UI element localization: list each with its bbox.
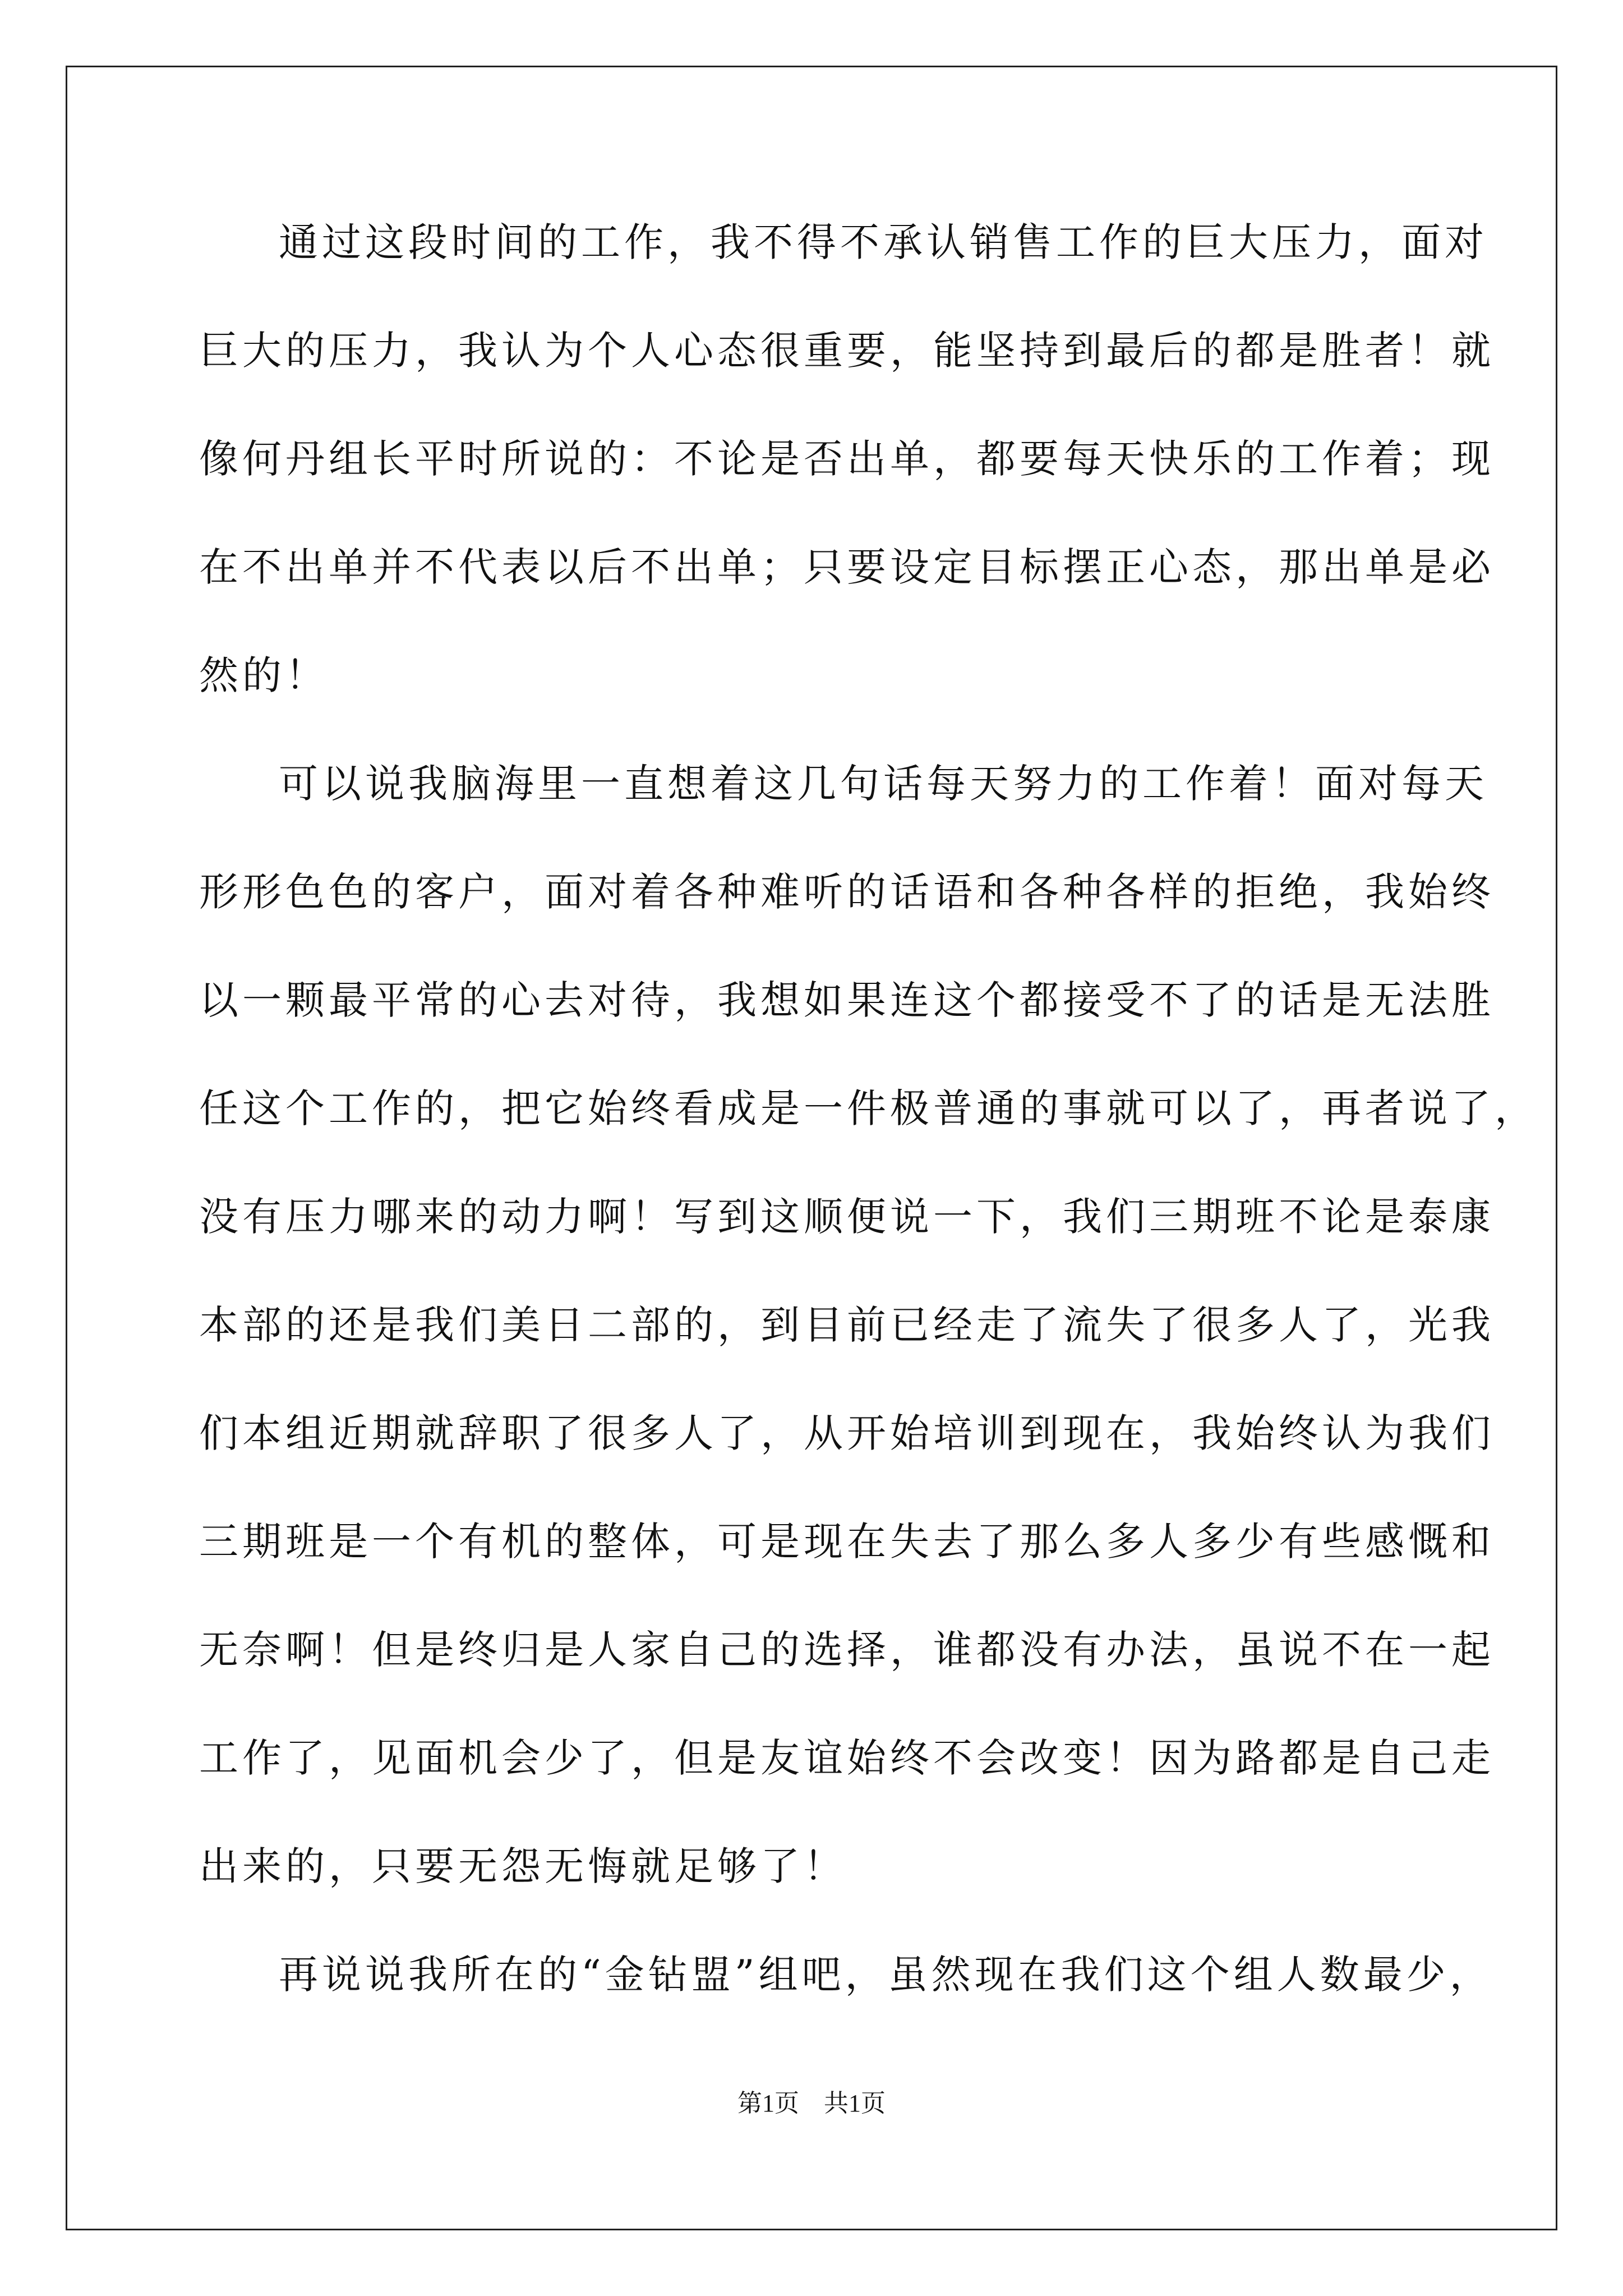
page-border bbox=[66, 66, 1557, 2230]
paragraph-2-line-5: 没有压力哪来的动力啊！写到这顺便说一下，我们三期班不论是泰康 bbox=[199, 1194, 1495, 1240]
paragraph-2-line-4: 任这个工作的，把它始终看成是一件极普通的事就可以了，再者说了， bbox=[199, 1085, 1538, 1131]
paragraph-1-line-2: 巨大的压力，我认为个人心态很重要，能坚持到最后的都是胜者！就 bbox=[199, 328, 1495, 374]
paragraph-1-line-1: 通过这段时间的工作，我不得不承认销售工作的巨大压力，面对 bbox=[279, 219, 1488, 265]
paragraph-1-line-4: 在不出单并不代表以后不出单；只要设定目标摆正心态，那出单是必 bbox=[199, 544, 1495, 590]
paragraph-2-line-9: 无奈啊！但是终归是人家自己的选择，谁都没有办法，虽说不在一起 bbox=[199, 1627, 1495, 1673]
paragraph-1-line-3: 像何丹组长平时所说的：不论是否出单，都要每天快乐的工作着；现 bbox=[199, 436, 1495, 482]
paragraph-2-line-1: 可以说我脑海里一直想着这几句话每天努力的工作着！面对每天 bbox=[279, 761, 1488, 807]
paragraph-2-line-7: 们本组近期就辞职了很多人了，从开始培训到现在，我始终认为我们 bbox=[199, 1410, 1495, 1456]
paragraph-1-line-5: 然的！ bbox=[199, 652, 329, 698]
page-footer bbox=[0, 2088, 1623, 2119]
paragraph-2-line-3: 以一颗最平常的心去对待，我想如果连这个都接受不了的话是无法胜 bbox=[199, 977, 1495, 1023]
paragraph-2-line-11: 出来的，只要无怨无悔就足够了！ bbox=[199, 1843, 847, 1889]
total-pages: 共1页 bbox=[824, 2090, 886, 2117]
page-number: 第1页 bbox=[737, 2090, 799, 2117]
paragraph-3-line-1: 再说说我所在的“金钻盟”组吧，虽然现在我们这个组人数最少， bbox=[279, 1952, 1493, 1998]
paragraph-2-line-6: 本部的还是我们美日二部的，到目前已经走了流失了很多人了，光我 bbox=[199, 1302, 1495, 1348]
paragraph-2-line-8: 三期班是一个有机的整体，可是现在失去了那么多人多少有些感慨和 bbox=[199, 1519, 1495, 1565]
paragraph-2-line-2: 形形色色的客户，面对着各种难听的话语和各种各样的拒绝，我始终 bbox=[199, 869, 1495, 915]
paragraph-2-line-10: 工作了，见面机会少了，但是友谊始终不会改变！因为路都是自己走 bbox=[199, 1735, 1495, 1781]
